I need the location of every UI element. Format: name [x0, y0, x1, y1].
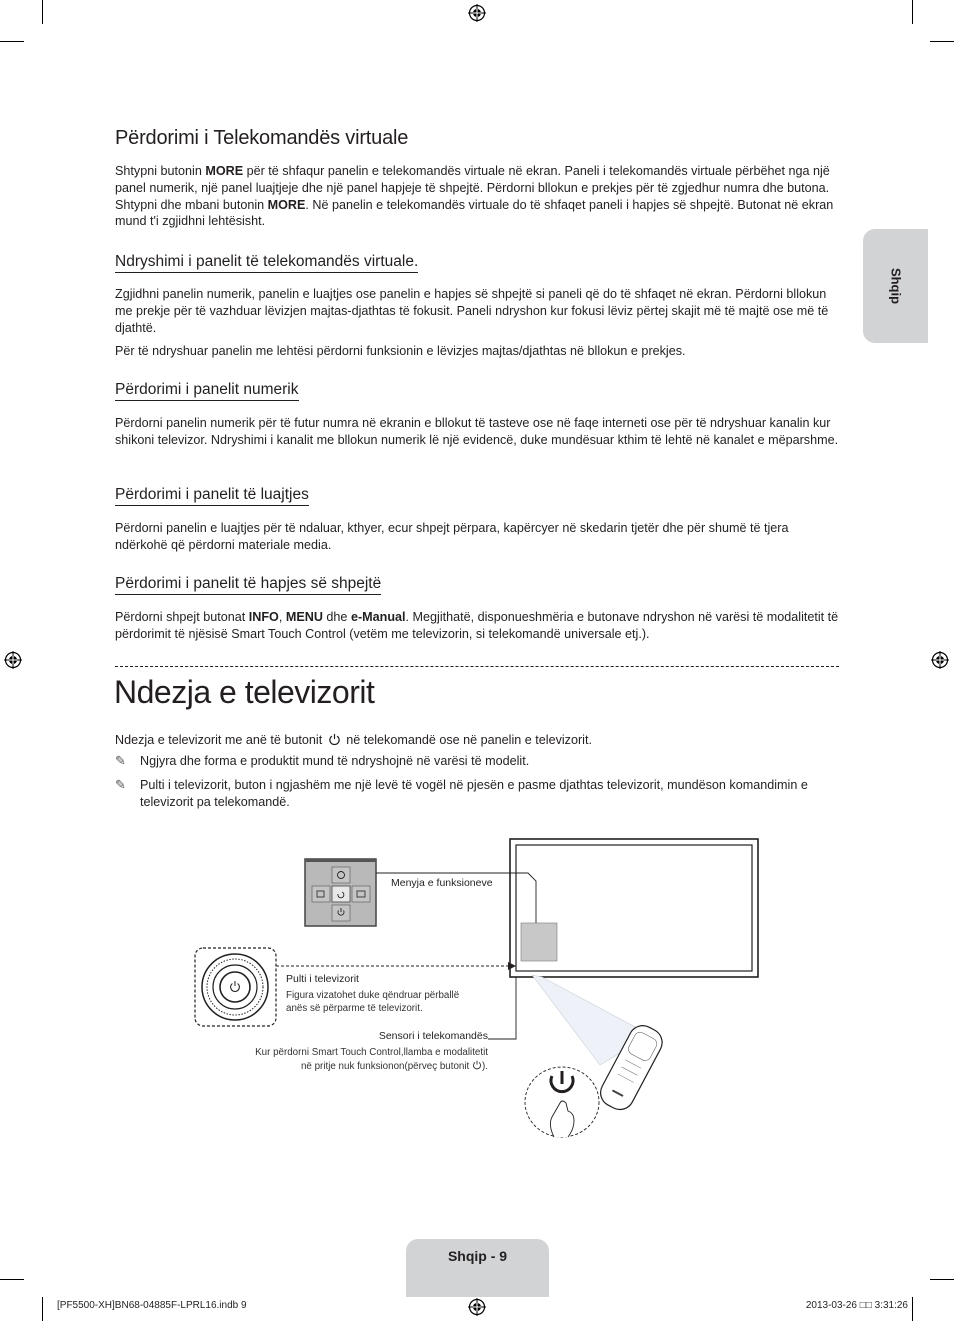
- note-product-color-text: Ngjyra dhe forma e produktit mund të ndryshojnë në varësi të modelit.: [140, 754, 530, 768]
- crop-mark: [42, 1297, 43, 1321]
- language-side-tab-label: Shqip: [888, 267, 903, 305]
- power-intro-start: Ndezja e televizorit me anë të butonit: [115, 733, 323, 747]
- registration-mark-icon: [468, 1298, 486, 1316]
- crop-mark: [912, 0, 913, 24]
- function-menu-label: Menyja e funksioneve: [391, 877, 493, 889]
- subtitle-quick-panel: Përdorimi i panelit të hapjes së shpejtë: [115, 575, 381, 595]
- footer-timestamp: 2013-03-26 □□ 3:31:26: [805, 1300, 908, 1311]
- remote-sensor-desc-2: [218, 1060, 488, 1073]
- crop-mark: [42, 0, 43, 24]
- playback-panel-paragraph: Përdorni panelin e luajtjes për të ndaluar, kthyer, ecur shpejt përpara, kapërcyer në skedarin tjetër dhe për shumë të tjera ndërkohë që përdorni materiale media.: [115, 521, 789, 552]
- tv-controller-desc-2: anës së përparme të televizorit.: [286, 1003, 423, 1014]
- note-product-color: [115, 753, 843, 773]
- change-panel-paragraph-2: Për të ndryshuar panelin me lehtësi përdorni funksionin e lëvizjes majtas/djathtas në bllokun e prekjes.: [115, 344, 686, 358]
- virtual-remote-paragraph: Shtypni butonin MORE për të shfaqur panelin e telekomandës virtuale në ekran. Paneli i telekomandës virtuale përbëhet nga një panel numerik, një panel luajtjeje dhe një panel hapjeje të shpejtë. Përdorni bllokun e prekjes për të zgjedhur numra dhe butona. Shtypni dhe mbani butonin MORE. Në panelin e telekomandës virtuale do të shfaqet paneli i hapjes së shpejtë. Butonat në ekran mund t'i zgjidhni lehtësisht.: [115, 164, 834, 229]
- subtitle-change-panel: Ndryshimi i panelit të telekomandës virtuale.: [115, 253, 418, 273]
- crop-mark: [912, 1297, 913, 1321]
- page-number-label: Shqip - 9: [447, 1248, 508, 1264]
- subtitle-numeric-panel: Përdorimi i panelit numerik: [115, 381, 299, 401]
- tv-controller-desc-1: Figura vizatohet duke qëndruar përballë: [286, 990, 460, 1001]
- remote-sensor-desc-2-text: në pritje nuk funksionon(përveç butonit: [300, 1061, 470, 1072]
- registration-mark-icon: [468, 4, 486, 22]
- change-panel-paragraph-1: Zgjidhni panelin numerik, panelin e luajtjes ose panelin e hapjes së shpejtë si paneli që do të shfaqet në ekran. Përdorni bllokun me prekje për të vazhduar lëvizjen majtas-djathtas të fokusit. Paneli ndryshon kur fokusi lëviz përtej skajit më të majtë ose më të djathtë.: [115, 287, 829, 335]
- power-icon: [328, 733, 341, 746]
- numeric-panel-paragraph: Përdorni panelin numerik për të futur numra në ekranin e bllokut të tasteve ose në faqe interneti ose për të ndryshuar kanalin kur shikoni televizor. Ndryshimi i kanalit me bllokun numerik lë një evidencë, duke mundësuar kthim të lehtë në kanalet e mëparshme.: [115, 416, 839, 447]
- function-menu-preview: [521, 923, 557, 961]
- registration-mark-icon: [931, 651, 949, 669]
- power-icon: [472, 1060, 482, 1070]
- page-number-tab: [406, 1239, 549, 1297]
- remote-sensor-desc-1: Kur përdorni Smart Touch Control,llamba e modalitetit: [255, 1047, 488, 1058]
- power-heading: Ndezja e televizorit: [114, 674, 375, 710]
- crop-mark: [930, 1279, 954, 1280]
- power-intro-end: në telekomandë ose në panelin e televizorit.: [346, 733, 592, 747]
- note-tv-controller-text: Pulti i televizorit, buton i ngjashëm me një levë të vogël në pjesën e pasme djathtas televizorit, mundëson komandimin e televizorit pa telekomandë.: [140, 778, 808, 809]
- note-tv-controller: [115, 777, 843, 813]
- tv-controller-label: Pulti i televizorit: [286, 973, 359, 985]
- crop-mark: [0, 41, 24, 42]
- section-title-virtual-remote: Përdorimi i Telekomandës virtuale: [115, 127, 409, 149]
- section-divider: [115, 666, 839, 667]
- footer-file-info: [PF5500-XH]BN68-04885F-LPRL16.indb 9: [57, 1300, 247, 1311]
- subtitle-playback-panel: Përdorimi i panelit të luajtjes: [115, 486, 309, 506]
- remote-sensor-label: Sensori i telekomandës: [378, 1030, 488, 1042]
- remote-sensor-desc-2-end: ).: [482, 1061, 488, 1072]
- pencil-note-icon: ✎: [115, 777, 126, 792]
- crop-mark: [930, 41, 954, 42]
- language-side-tab: [863, 229, 928, 343]
- quick-panel-paragraph: Përdorni shpejt butonat INFO, MENU dhe e-Manual. Megjithatë, disponueshmëria e butonave ndryshon në varësi të modalitetit të përdorimit të njësisë Smart Touch Control (vetëm me televizorin, si telekomandë universale etj.).: [115, 610, 839, 641]
- crop-mark: [0, 1279, 24, 1280]
- registration-mark-icon: [4, 651, 22, 669]
- power-intro: [115, 732, 592, 749]
- pencil-note-icon: ✎: [115, 753, 126, 768]
